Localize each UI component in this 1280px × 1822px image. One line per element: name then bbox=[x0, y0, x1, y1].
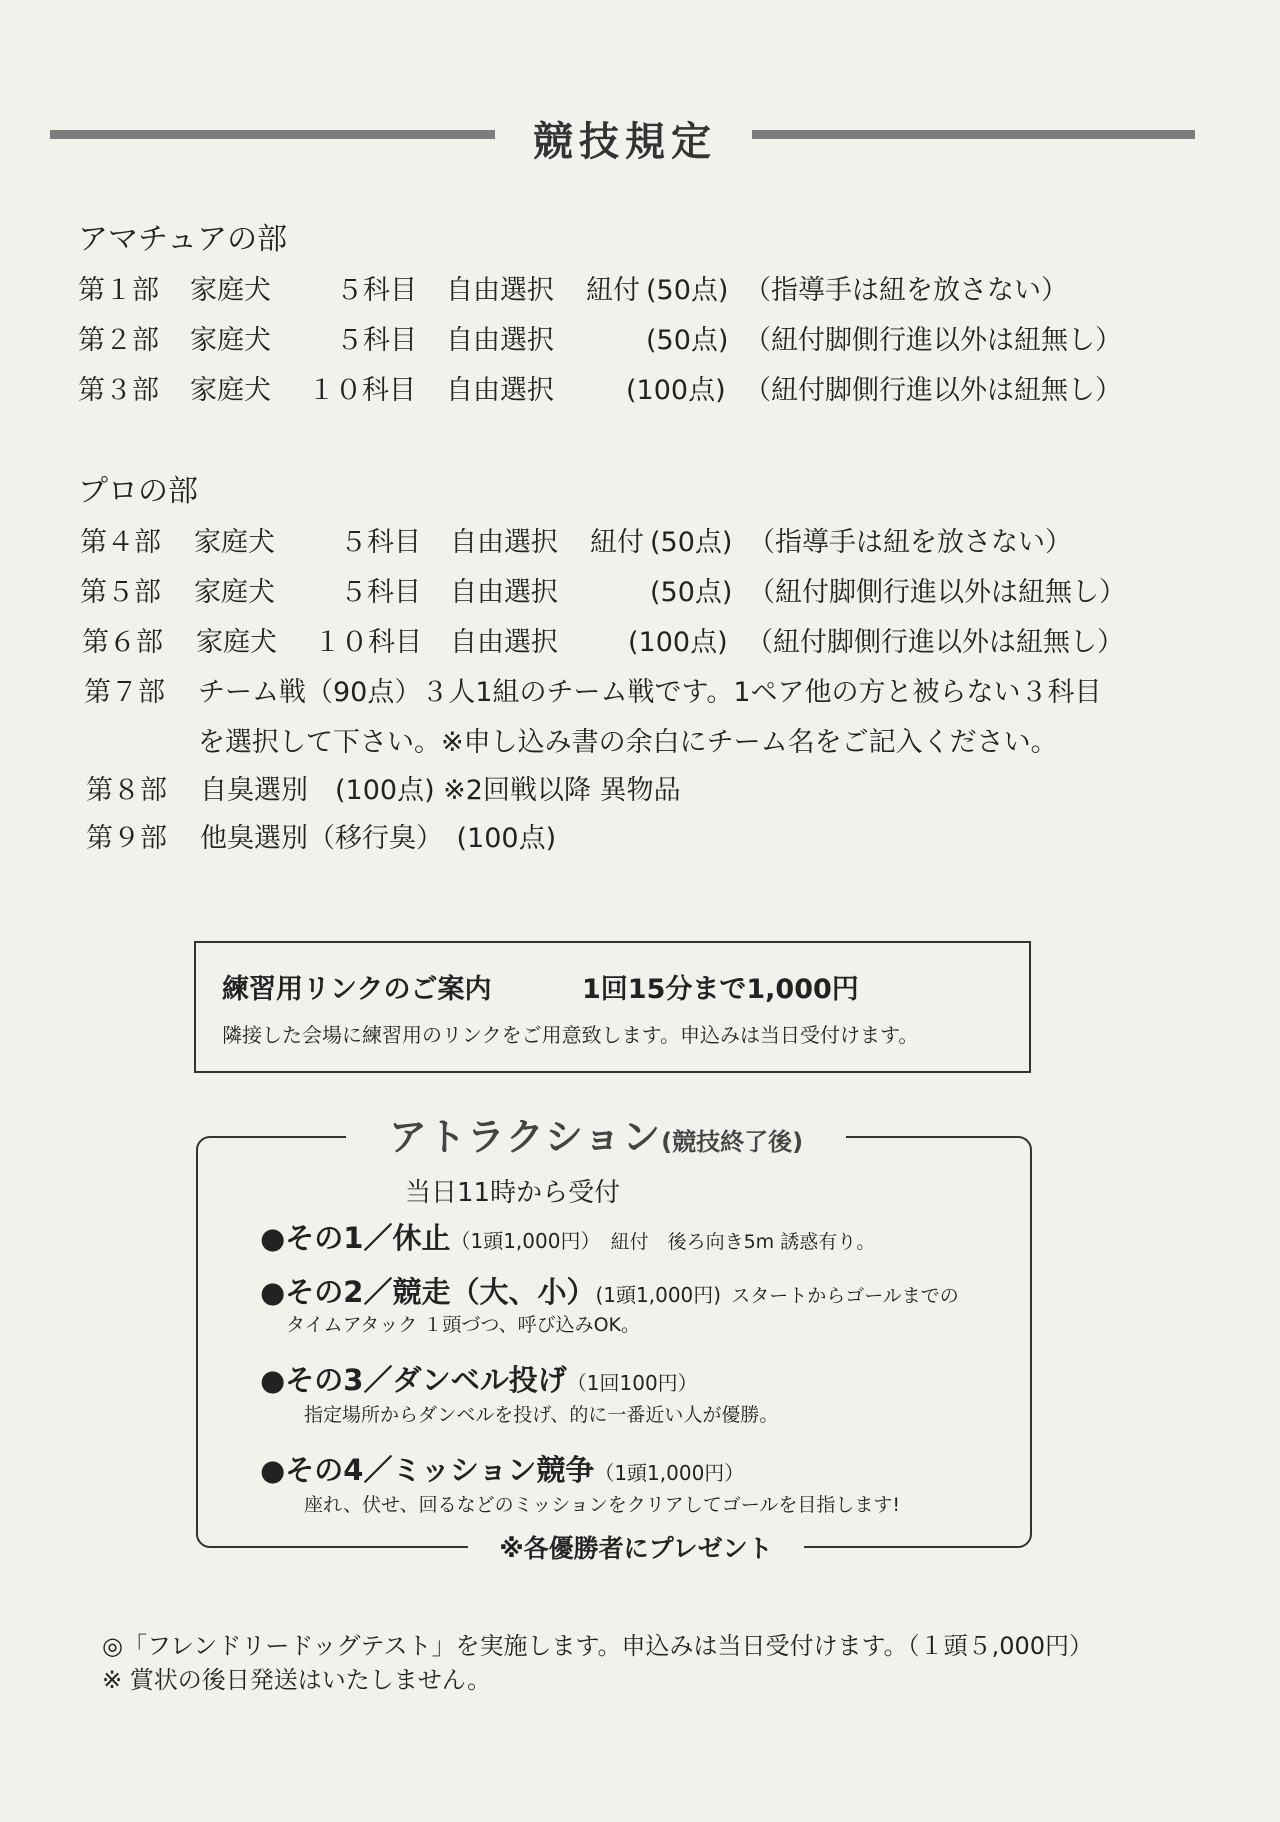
footer-note-1: ◎「フレンドリードッグテスト」を実施します。申込みは当日受付けます。（１頭５,000円） bbox=[102, 1632, 1094, 1660]
attraction-title-wrap bbox=[346, 1110, 846, 1164]
amateur-section-title: アマチュアの部 bbox=[78, 222, 288, 257]
present-note-wrap bbox=[468, 1528, 804, 1570]
division-label: 第３部 bbox=[78, 375, 159, 406]
subject-count: ５科目 bbox=[340, 577, 421, 608]
division-label: 第５部 bbox=[80, 577, 161, 608]
division-7-text-line1: チーム戦（90点）３人1組のチーム戦です。1ペア他の方と被らない３科目 bbox=[198, 677, 1102, 708]
header-rule-left bbox=[50, 130, 495, 139]
dog-class: 家庭犬 bbox=[190, 375, 271, 406]
selection-type: 自由選択 bbox=[446, 325, 554, 356]
item-note: 紐付 後ろ向き5m 誘惑有り。 bbox=[610, 1231, 876, 1253]
points: (50点) bbox=[646, 325, 729, 356]
footer-note-2: ※ 賞状の後日発送はいたしません。 bbox=[102, 1666, 492, 1694]
division-9-label: 第９部 bbox=[86, 823, 167, 854]
rink-price: 1回15分まで1,000円 bbox=[582, 974, 859, 1005]
selection-type: 自由選択 bbox=[446, 375, 554, 406]
attraction-item-1 bbox=[260, 1216, 875, 1257]
attraction-item-3 bbox=[260, 1358, 698, 1399]
item-heading: ●その1／休止 bbox=[260, 1221, 451, 1255]
points: (50点) bbox=[650, 577, 733, 608]
dog-class: 家庭犬 bbox=[196, 627, 277, 658]
item-price: (1頭1,000円) bbox=[595, 1283, 722, 1307]
present-note: ※各優勝者にプレゼント bbox=[499, 1534, 773, 1563]
item-price: （1頭1,000円） bbox=[594, 1461, 745, 1485]
attraction-start-time: 当日11時から受付 bbox=[405, 1178, 621, 1208]
dog-class: 家庭犬 bbox=[194, 577, 275, 608]
attraction-title-sub: (競技終了後) bbox=[661, 1128, 804, 1156]
pro-section-title: プロの部 bbox=[78, 474, 198, 509]
division-7-label: 第７部 bbox=[84, 677, 165, 708]
dog-class: 家庭犬 bbox=[190, 275, 271, 306]
attraction-title: アトラクション bbox=[388, 1115, 662, 1159]
item-heading: ●その2／競走（大、小） bbox=[260, 1275, 596, 1309]
attraction-item-4-sub: 座れ、伏せ、回るなどのミッションをクリアしてゴールを目指します! bbox=[304, 1494, 901, 1516]
attraction-item-3-sub: 指定場所からダンベルを投げ、的に一番近い人が優勝。 bbox=[304, 1404, 779, 1426]
division-label: 第２部 bbox=[78, 325, 159, 356]
header-rule-right bbox=[752, 130, 1195, 139]
note: （紐付脚側行進以外は紐無し） bbox=[744, 375, 1122, 406]
division-9-text: 他臭選別（移行臭） (100点) bbox=[200, 823, 557, 854]
note: （紐付脚側行進以外は紐無し） bbox=[746, 627, 1124, 658]
selection-type: 自由選択 bbox=[450, 577, 558, 608]
note: （指導手は紐を放さない） bbox=[744, 275, 1068, 306]
leash-label: 紐付 bbox=[586, 275, 640, 306]
dog-class: 家庭犬 bbox=[194, 527, 275, 558]
leash-label: 紐付 bbox=[590, 527, 644, 558]
division-8-label: 第８部 bbox=[86, 775, 167, 806]
subject-count: １０科目 bbox=[314, 627, 422, 658]
subject-count: ５科目 bbox=[336, 325, 417, 356]
item-heading: ●その4／ミッション競争 bbox=[260, 1453, 595, 1487]
points: (50点) bbox=[646, 275, 729, 306]
division-7-text-line2: を選択して下さい。※申し込み書の余白にチーム名をご記入ください。 bbox=[198, 727, 1058, 758]
points: (100点) bbox=[628, 627, 728, 658]
rink-description: 隣接した会場に練習用のリンクをご用意致します。申込みは当日受付けます。 bbox=[222, 1023, 919, 1047]
note: （指導手は紐を放さない） bbox=[748, 527, 1072, 558]
division-label: 第６部 bbox=[82, 627, 163, 658]
subject-count: ５科目 bbox=[336, 275, 417, 306]
note: （紐付脚側行進以外は紐無し） bbox=[744, 325, 1122, 356]
attraction-item-2 bbox=[260, 1270, 959, 1311]
selection-type: 自由選択 bbox=[450, 627, 558, 658]
subject-count: １０科目 bbox=[308, 375, 416, 406]
attraction-item-2-sub: タイムアタック １頭づつ、呼び込みOK。 bbox=[286, 1314, 640, 1336]
division-8-text: 自臭選別 (100点) ※2回戦以降 異物品 bbox=[200, 775, 681, 806]
item-price: （1回100円） bbox=[566, 1371, 698, 1395]
attraction-item-4 bbox=[260, 1448, 744, 1489]
division-label: 第４部 bbox=[80, 527, 161, 558]
selection-type: 自由選択 bbox=[446, 275, 554, 306]
note: （紐付脚側行進以外は紐無し） bbox=[748, 577, 1126, 608]
dog-class: 家庭犬 bbox=[190, 325, 271, 356]
selection-type: 自由選択 bbox=[450, 527, 558, 558]
points: (100点) bbox=[626, 375, 726, 406]
subject-count: ５科目 bbox=[340, 527, 421, 558]
points: (50点) bbox=[650, 527, 733, 558]
practice-rink-box bbox=[194, 941, 1031, 1073]
item-note: スタートからゴールまでの bbox=[731, 1285, 959, 1307]
division-label: 第１部 bbox=[78, 275, 159, 306]
item-price: （1頭1,000円） bbox=[450, 1229, 601, 1253]
item-heading: ●その3／ダンベル投げ bbox=[260, 1363, 567, 1397]
rink-title: 練習用リンクのご案内 bbox=[222, 974, 492, 1005]
page-title: 競技規定 bbox=[533, 119, 717, 165]
